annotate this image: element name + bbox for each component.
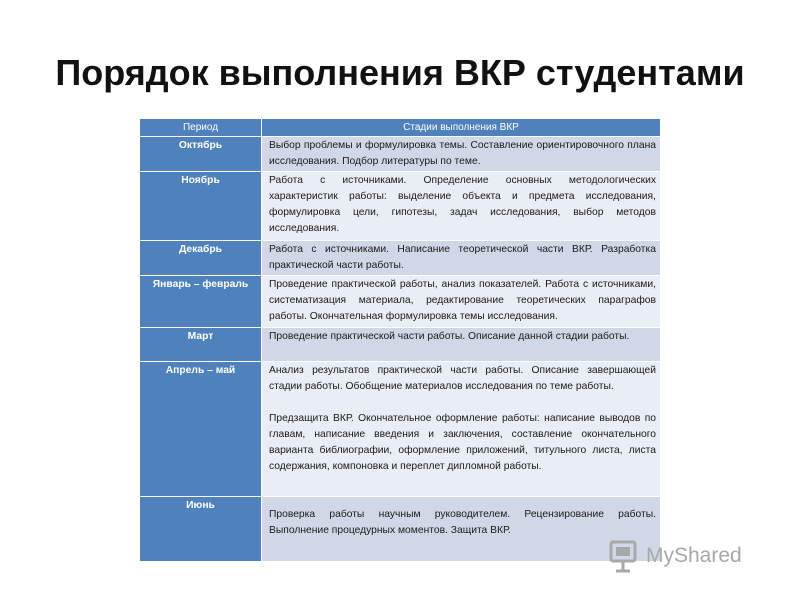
- watermark-text: MyShared: [646, 544, 742, 567]
- period-cell: Ноябрь: [140, 172, 262, 241]
- stage-cell: Работа с источниками. Написание теоретической части ВКР. Разработка практической части работы.: [262, 241, 661, 276]
- stage-cell: Проведение практической работы, анализ показателей. Работа с источниками, систематизация материала, редактирование теоретических параграфов работы. Окончательная формулировка темы исследования.: [262, 276, 661, 328]
- stage-cell: Проведение практической части работы. Описание данной стадии работы.: [262, 328, 661, 362]
- stage-cell: Работа с источниками. Определение основных методологических характеристик работы: выделение объекта и предмета исследования, формулировка цели, гипотезы, задач исследования, выбор методов исследования.: [262, 172, 661, 241]
- table-row: [140, 328, 661, 362]
- table-row: [140, 137, 661, 172]
- table-row: [140, 276, 661, 328]
- header-stages: Стадии выполнения ВКР: [262, 119, 661, 137]
- period-cell: Январь – февраль: [140, 276, 262, 328]
- stage-cell: [262, 362, 661, 497]
- slide-title: Порядок выполнения ВКР студентами: [55, 52, 745, 93]
- stage-paragraph: Предзащита ВКР. Окончательное оформление работы: написание выводов по главам, написание введения и заключения, составление окончательного варианта библиографии, оформление приложений, титульного листа, листа содержания, компоновка и переплет дипломной работы.: [269, 413, 656, 472]
- period-cell: Апрель – май: [140, 362, 262, 497]
- period-cell: Март: [140, 328, 262, 362]
- table-row: [140, 362, 661, 497]
- presentation-board-icon: [606, 539, 640, 573]
- period-cell: Октябрь: [140, 137, 262, 172]
- stage-text: Проверка работы научным руководителем. Рецензирование работы. Выполнение процедурных моментов. Защита ВКР.: [269, 509, 656, 536]
- table-row: [140, 172, 661, 241]
- table-row: [140, 497, 661, 562]
- header-period: Период: [140, 119, 262, 137]
- table-header-row: [140, 119, 661, 137]
- table-row: [140, 241, 661, 276]
- schedule-table: [139, 118, 661, 562]
- stage-paragraph: Анализ результатов практической части работы. Описание завершающей стадии работы. Обобщение материалов исследования по теме работы.: [269, 365, 656, 392]
- period-cell: Июнь: [140, 497, 262, 562]
- myshared-watermark: [606, 538, 742, 574]
- stage-cell: Выбор проблемы и формулировка темы. Составление ориентировочного плана исследования. Подбор литературы по теме.: [262, 137, 661, 172]
- stage-cell: [262, 497, 661, 562]
- period-cell: Декабрь: [140, 241, 262, 276]
